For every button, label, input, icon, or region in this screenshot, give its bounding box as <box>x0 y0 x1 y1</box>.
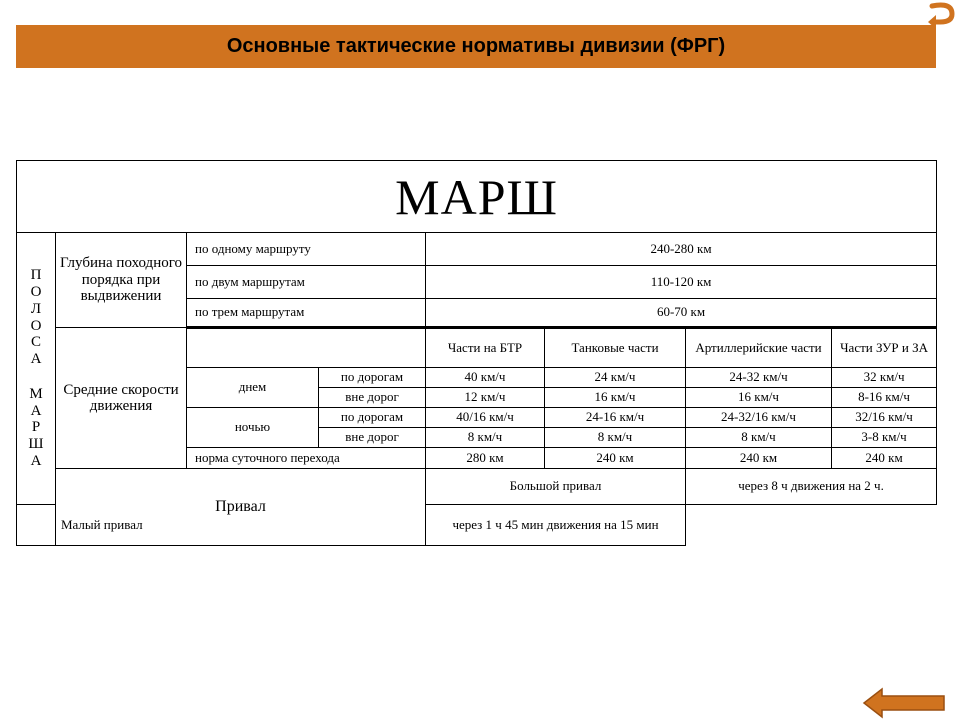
back-arrow-icon[interactable] <box>860 686 948 720</box>
small-halt-label: Малый привал <box>17 505 187 546</box>
table-cell: 12 км/ч <box>426 388 545 408</box>
big-halt-value: через 8 ч движения на 2 ч. <box>686 469 937 505</box>
table-cell: 24-32 км/ч <box>686 368 832 388</box>
table-cell: 40/16 км/ч <box>426 408 545 428</box>
table-cell: 240 км <box>545 448 686 469</box>
table-cell: 8 км/ч <box>686 428 832 448</box>
road-label: по дорогам <box>319 368 426 388</box>
depth-row-value: 110-120 км <box>426 266 937 299</box>
page-title: Основные тактические нормативы дивизии (ФРГ) <box>226 35 726 57</box>
table-cell: 32/16 км/ч <box>832 408 937 428</box>
depth-label: Глубина походного порядка при выдвижении <box>56 233 187 328</box>
table-cell: 24-32/16 км/ч <box>686 408 832 428</box>
daily-label: норма суточного перехода <box>187 448 426 469</box>
table-cell: 8-16 км/ч <box>832 388 937 408</box>
depth-row-label: по трем маршрутам <box>187 299 426 328</box>
side-label: П О Л О С А М А Р Ш А <box>17 233 56 505</box>
return-arrow-icon[interactable] <box>922 0 960 38</box>
depth-row-label: по одному маршруту <box>187 233 426 266</box>
speed-header-empty <box>187 328 426 368</box>
column-header: Артиллерийские части <box>686 328 832 368</box>
column-header: Танковые части <box>545 328 686 368</box>
halt-label: Привал <box>56 469 426 546</box>
march-table <box>16 160 937 546</box>
table-title: МАРШ <box>17 161 937 233</box>
night-label: ночью <box>187 408 319 448</box>
table-cell: 40 км/ч <box>426 368 545 388</box>
column-header: Части ЗУР и ЗА <box>832 328 937 368</box>
depth-row-value: 240-280 км <box>426 233 937 266</box>
table-cell: 16 км/ч <box>686 388 832 408</box>
table-cell: 240 км <box>832 448 937 469</box>
big-halt-label: Большой привал <box>426 469 686 505</box>
table-cell: 280 км <box>426 448 545 469</box>
speed-label: Средние скорости движения <box>56 328 187 469</box>
depth-row-label: по двум маршрутам <box>187 266 426 299</box>
table-cell: 240 км <box>686 448 832 469</box>
table-cell: 3-8 км/ч <box>832 428 937 448</box>
table-cell: 8 км/ч <box>545 428 686 448</box>
table-cell: 8 км/ч <box>426 428 545 448</box>
day-label: днем <box>187 368 319 408</box>
table-cell: 24 км/ч <box>545 368 686 388</box>
table-cell: 24-16 км/ч <box>545 408 686 428</box>
table-cell: 16 км/ч <box>545 388 686 408</box>
offroad-label: вне дорог <box>319 428 426 448</box>
small-halt-value: через 1 ч 45 мин движения на 15 мин <box>426 505 686 546</box>
table-cell: 32 км/ч <box>832 368 937 388</box>
offroad-label: вне дорог <box>319 388 426 408</box>
title-bar <box>16 25 936 68</box>
depth-row-value: 60-70 км <box>426 299 937 328</box>
column-header: Части на БТР <box>426 328 545 368</box>
road-label: по дорогам <box>319 408 426 428</box>
